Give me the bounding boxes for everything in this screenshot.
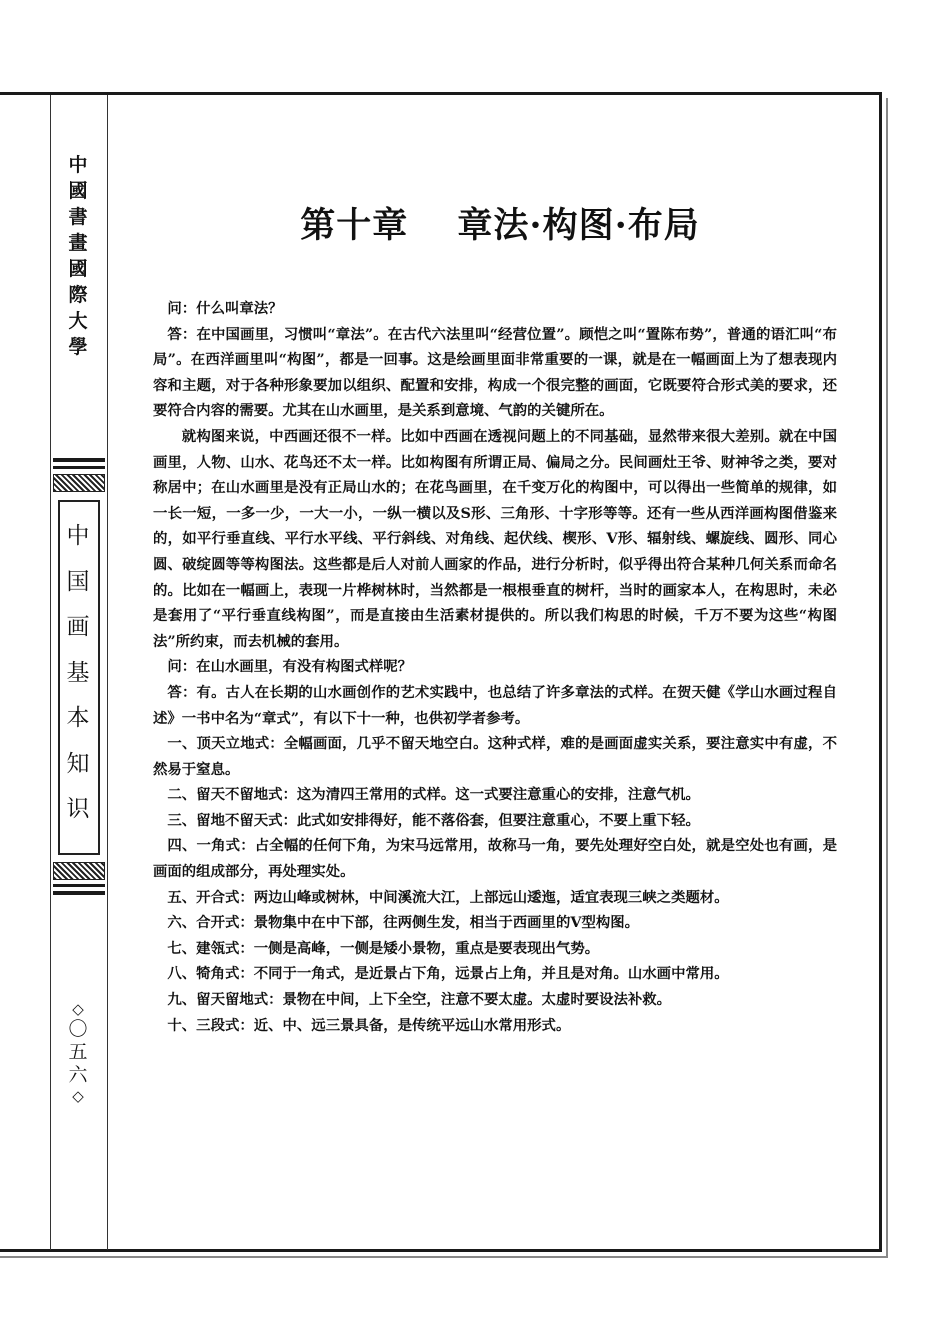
chapter-title: 第十章 章法·构图·布局 — [300, 205, 700, 246]
sidebar-book-title — [58, 514, 98, 833]
book-char: 画 — [66, 614, 90, 640]
paragraph: 四、一角式：占全幅的任何下角，为宋马远常用，故称马一角，要先处理好空白处，就是空处也有画，是画面的组成部分，再处理实处。 — [153, 837, 837, 881]
book-char: 基 — [66, 659, 90, 686]
page-number-digit: 〇 — [68, 1018, 88, 1040]
paragraph: 问：在山水画里，有没有构图式样呢？ — [167, 658, 413, 676]
paragraph: 十、三段式：近、中、远三景具备，是传统平远山水常用形式。 — [167, 1016, 571, 1034]
book-char: 识 — [66, 796, 90, 822]
paragraph: 六、合开式：景物集中在中下部，往两侧生发，相当于西画里的V型构图。 — [167, 914, 640, 932]
school-char: 國 — [68, 180, 88, 202]
paragraph: 九、留天留地式：景物在中间，上下全空，注意不要太虚。太虚时要设法补救。 — [167, 991, 672, 1009]
school-char: 大 — [68, 310, 88, 332]
paragraph: 三、留地不留天式：此式如安排得好，能不落俗套，但要注意重心，不要上重下轻。 — [167, 811, 700, 829]
paragraph: 八、犄角式：不同于一角式，是近景占下角，远景占上角，并且是对角。山水画中常用。 — [167, 965, 729, 983]
page-number-digit: 六 — [68, 1064, 88, 1086]
book-char: 本 — [66, 705, 90, 731]
chapter-body — [153, 296, 837, 1038]
school-char: 學 — [68, 336, 88, 358]
paragraph: 答：在中国画里，习惯叫“章法”。在古代六法里叫“经营位置”。顾恺之叫“置陈布势”，普通的语汇叫“布局”。在西洋画里叫“构图”，都是一回事。这是绘画里面非常重要的一课，就是在一幅画面上为了想表现内容和主题，对于各种形象要加以组织、配置和安排，构成一个很完整的画面，它既要符合形式美的要求，还要符合内容的需要。尤其在山水画里，是关系到意境、气韵的关键所在。 — [153, 325, 837, 420]
sidebar-rule — [50, 95, 51, 1250]
decor-hatch — [53, 474, 105, 492]
diamond-icon: ◇ — [72, 1000, 84, 1018]
decor-band — [53, 891, 105, 895]
sidebar-school-name — [58, 152, 98, 360]
paragraph: 二、留天不留地式：这为清四王常用的式样。这一式要注意重心的安排，注意气机。 — [167, 786, 700, 804]
decor-hatch — [53, 862, 105, 880]
paragraph: 问：什么叫章法？ — [167, 300, 283, 317]
school-char: 國 — [68, 258, 88, 280]
book-char: 中 — [66, 523, 90, 549]
book-char: 国 — [66, 568, 90, 595]
paragraph: 七、建瓴式：一侧是高峰，一侧是矮小景物，重点是要表现出气势。 — [167, 939, 600, 957]
book-char: 知 — [66, 750, 90, 777]
school-char: 書 — [68, 206, 88, 228]
paragraph: 五、开合式：两边山峰或树林，中间溪流大江，上部远山逶迤，适宜表现三峡之类题材。 — [167, 888, 729, 906]
paragraph: 就构图来说，中西画还很不一样。比如中西画在透视问题上的不同基础，显然带来很大差别。就在中国画里，人物、山水、花鸟还不太一样。比如构图有所谓正局、偏局之分。民间画灶王爷、财神爷之类，要对称居中；在山水画里是没有正局山水的；在花鸟画里，在千变万化的构图中，可以得出一些简单的规律，如一长一短，一多一少，一大一小，一纵一横以及S形、三角形、十字形等等。还有一些从西洋画构图借鉴来的，如平行垂直线、平行水平线、平行斜线、对角线、起伏线、楔形、V形、辐射线、螺旋线、圆形、同心圆、破绽圆等等构图法。这些都是后人对前人画家的作品，进行分析时，似乎得出符合某种几何关系而命名的。比如在一幅画上，表现一片桦树林时，当然都是一根根垂直的树杆，当时的画家本人，在构思时，未必是套用了“平行垂直线构图”，而是直接由生活素材提供的。所以我们构思的时候，千万不要为这些“构图法”所约束，而去机械的套用。 — [153, 427, 837, 650]
decor-band — [53, 466, 105, 469]
diamond-icon: ◇ — [72, 1087, 84, 1105]
decor-band — [53, 884, 105, 887]
paragraph: 一、顶天立地式：全幅画面，几乎不留天地空白。这种式样，难的是画面虚实关系，要注意实中有虚，不然易于窒息。 — [153, 735, 837, 778]
sidebar-rule — [107, 95, 108, 1250]
page-number — [58, 1000, 98, 1105]
decor-band — [53, 458, 105, 462]
page-number-digit: 五 — [68, 1041, 88, 1063]
school-char: 畫 — [68, 232, 88, 254]
paragraph: 答：有。古人在长期的山水画创作的艺术实践中，也总结了许多章法的式样。在贺天健《学山水画过程自述》一书中名为“章式”，有以下十一种，也供初学者参考。 — [153, 683, 837, 727]
school-char: 際 — [68, 284, 88, 306]
school-char: 中 — [68, 154, 88, 176]
